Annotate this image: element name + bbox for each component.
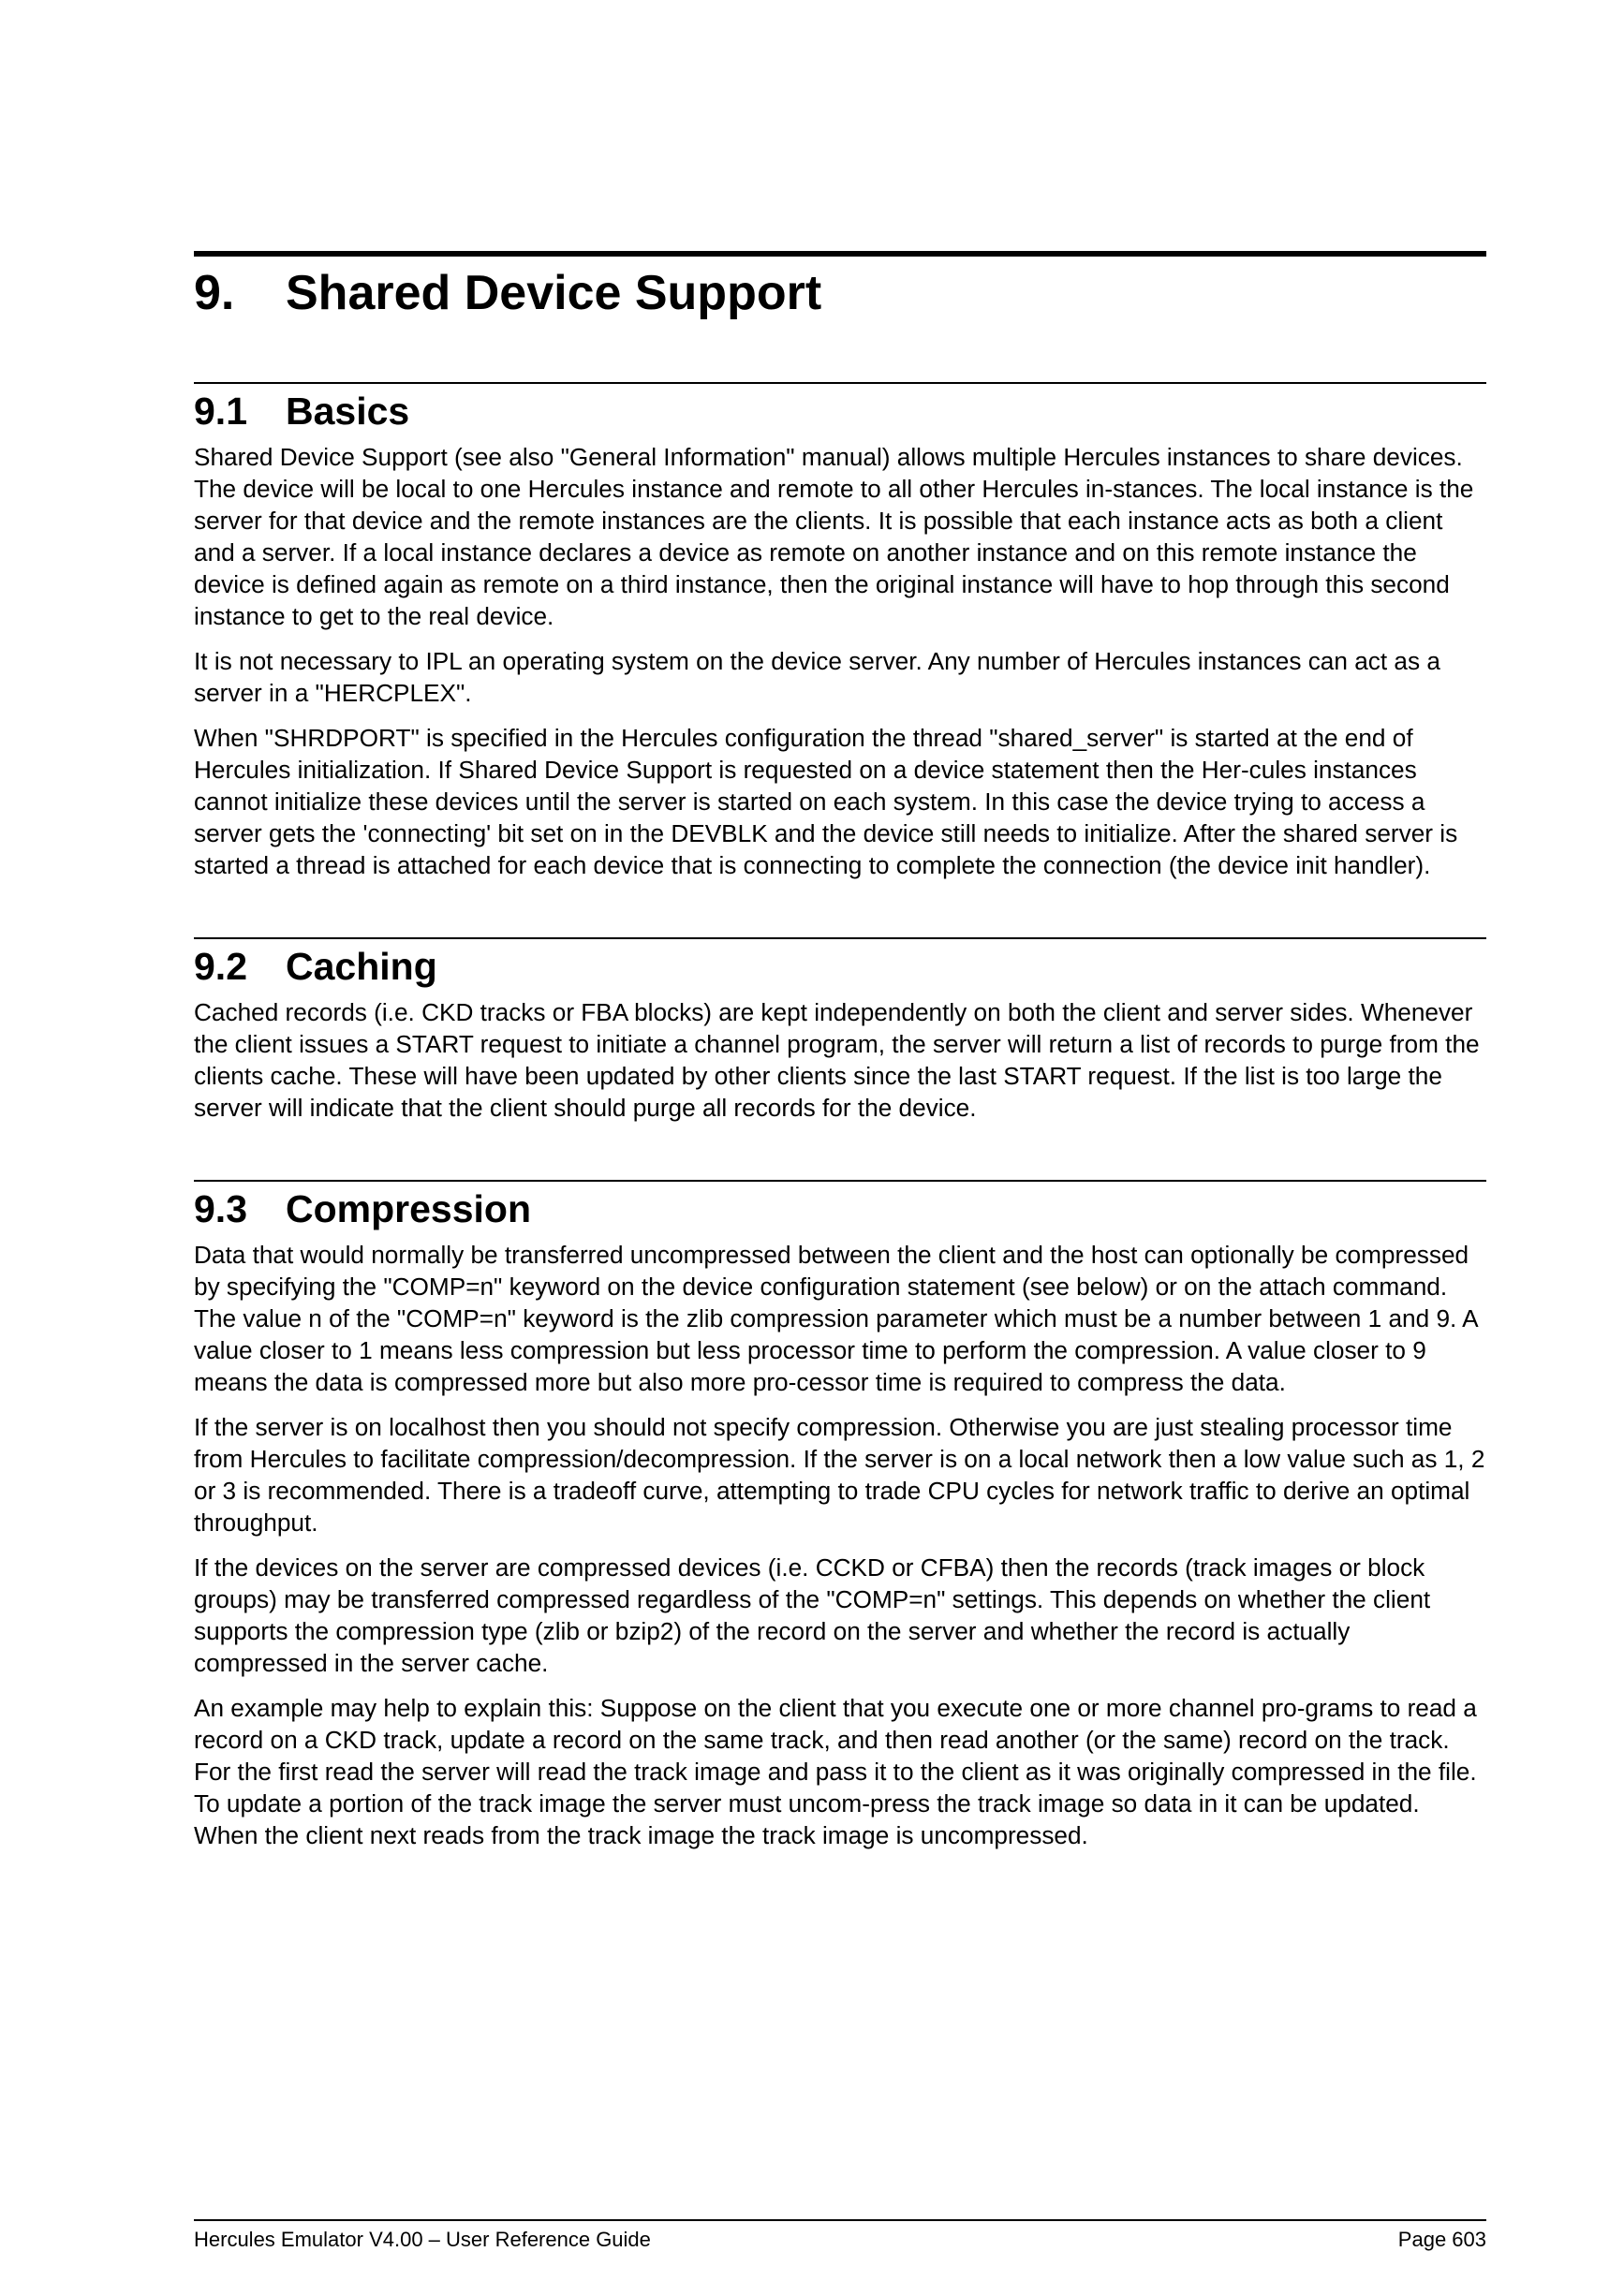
paragraph: An example may help to explain this: Suppose on the client that you execute one or more channel pro-grams to read a record on a CKD track, update a record on the same track, and then read another (or the same) record on the track. For the first read the server will read the track image and pass it to the client as it was originally compressed in the file. To update a portion of the track image the server must uncom-press the track image so data in it can be updated. When the client next reads from the track image the track image is uncompressed. (194, 1694, 1477, 1850)
paragraph: It is not necessary to IPL an operating system on the device server. Any number of Hercules instances can act as a server in a "HERCPLEX". (194, 646, 1440, 707)
section-title: Compression (286, 1187, 531, 1231)
section-title: Basics (286, 389, 410, 433)
paragraph: Cached records (i.e. CKD tracks or FBA blocks) are kept independently on both the client and server sides. Whenever the client issues a START request to initiate a channel program, the server will return a list of records to purge from the clients cache. These will have been updated by other clients since the last START request. If the list is too large the server will indicate that the client should purge all records for the device. (194, 998, 1480, 1123)
section-heading (194, 1185, 1486, 1233)
paragraph: Shared Device Support (see also "General Information" manual) allows multiple Hercules instances to share devices. The device will be local to one Hercules instance and remote to all other Hercules in-stances. The local instance is the server for that device and the remote instances are the clients. It is possible that each instance acts as both a client and a server. If a local instance declares a device as remote on another instance and on this remote instance the device is defined again as remote on a third instance, then the original instance will have to hop through this second instance to get to the real device. (194, 442, 1474, 630)
footer-title: Hercules Emulator V4.00 – User Reference Guide (194, 2228, 651, 2251)
section-compression (194, 1180, 1486, 1851)
paragraph: Data that would normally be transferred uncompressed between the client and the host can optionally be compressed by specifying the "COMP=n" keyword on the device configuration statement (see below) or on the attach command. The value n of the "COMP=n" keyword is the zlib compression parameter which must be a number between 1 and 9. A value closer to 1 means less compression but less processor time to perform the compression. A value closer to 9 means the data is compressed more but also more pro-cessor time is required to compress the data. (194, 1241, 1478, 1397)
chapter-header (194, 251, 1486, 326)
chapter-title-text: Shared Device Support (286, 266, 822, 320)
section-basics (194, 382, 1486, 881)
page-content (194, 251, 1486, 1864)
page-footer (194, 2219, 1486, 2253)
chapter-number: 9. (194, 266, 235, 320)
section-heading (194, 388, 1486, 435)
section-number: 9.1 (194, 389, 247, 433)
section-number: 9.2 (194, 944, 247, 988)
section-title: Caching (286, 944, 437, 988)
section-number: 9.3 (194, 1187, 247, 1231)
paragraph: When "SHRDPORT" is specified in the Hercules configuration the thread "shared_server" is started at the end of Hercules initialization. If Shared Device Support is requested on a device statement then the Her-cules instances cannot initialize these devices until the server is started on each system. In this case the device trying to access a server gets the 'connecting' bit set on in the DEVBLK and the device still needs to initialize. After the shared server is started a thread is attached for each device that is connecting to complete the connection (the device init handler). (194, 723, 1458, 879)
section-caching (194, 937, 1486, 1124)
chapter-title (194, 262, 1486, 326)
section-heading (194, 943, 1486, 991)
paragraph: If the server is on localhost then you should not specify compression. Otherwise you are just stealing processor time from Hercules to facilitate compression/decompression. If the server is on a local network then a low value such as 1, 2 or 3 is recommended. There is a tradeoff curve, attempting to trade CPU cycles for network traffic to derive an optimal throughput. (194, 1413, 1485, 1538)
page-number: Page 603 (1397, 2228, 1486, 2251)
paragraph: If the devices on the server are compressed devices (i.e. CCKD or CFBA) then the records (track images or block groups) may be transferred compressed regardless of the "COMP=n" settings. This depends on whether the client supports the compression type (zlib or bzip2) of the record on the server and whether the record is actually compressed in the server cache. (194, 1553, 1431, 1678)
